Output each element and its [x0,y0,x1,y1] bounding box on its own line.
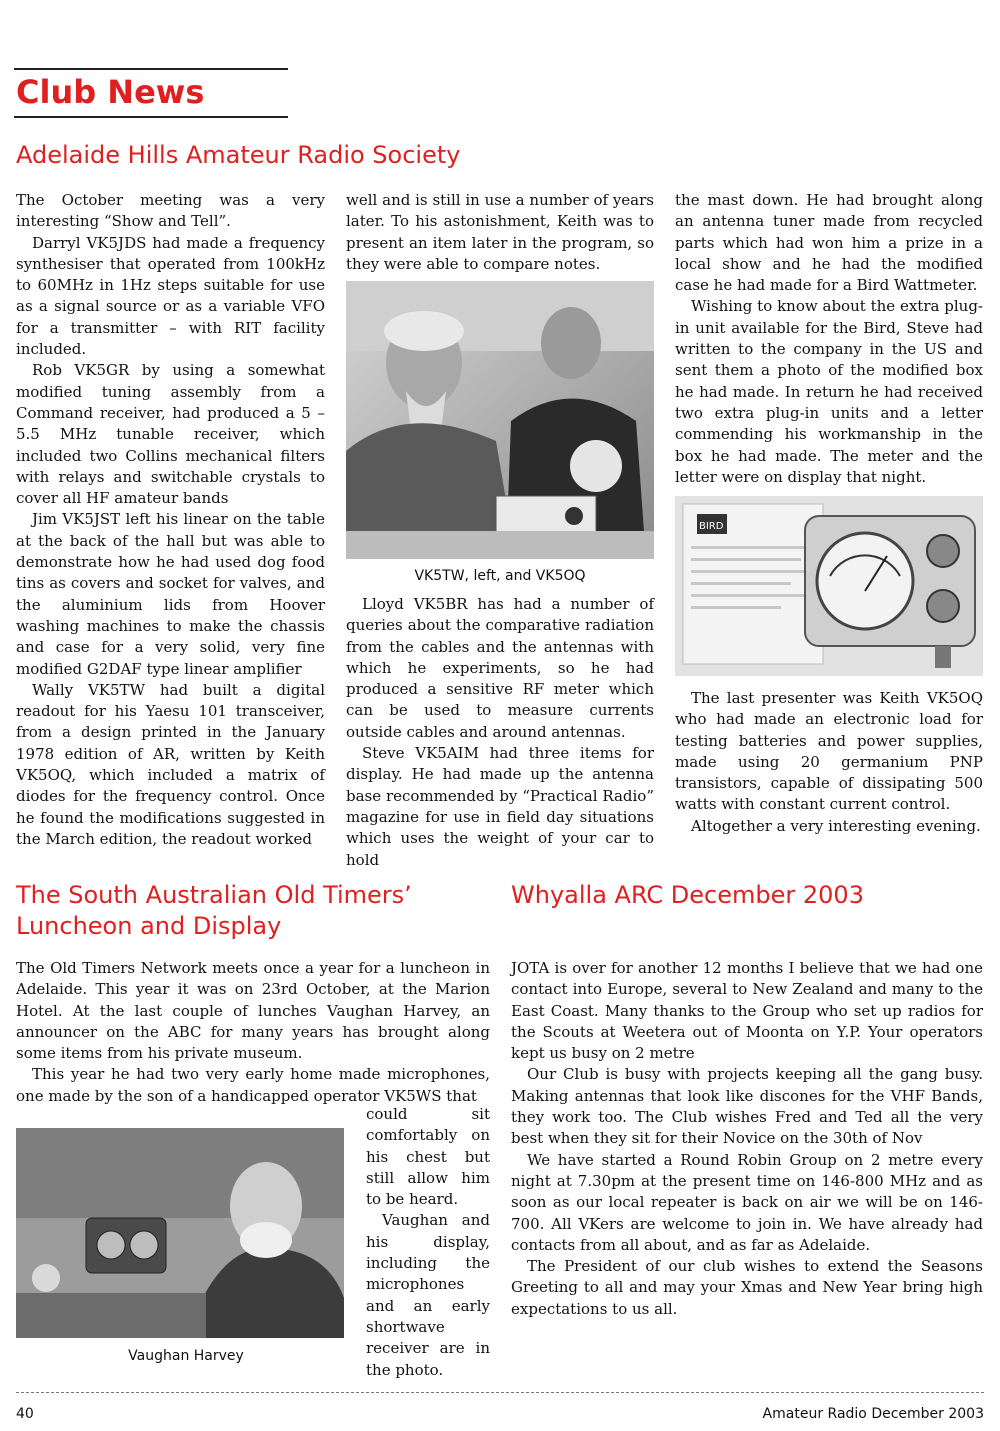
paragraph: The last presenter was Keith VK5OQ who had made an electronic load for testing batteries and power supplies, made using 20 germanium PNP transistors, capable of dissipating 500 watts with constant current control. [675,689,983,814]
article1-column-3-bottom [675,688,983,837]
paragraph: could sit comfortably on his chest but still allow him to be heard. [366,1105,490,1209]
paragraph: The President of our club wishes to extend the Seasons Greeting to all and may your Xmas and New Year bring high expectations to us all. [511,1257,983,1318]
section-label: Club News [14,68,288,118]
paragraph: Jim VK5JST left his linear on the table at the back of the hall but was able to demonstrate how he had used dog food tins as covers and socket for valves, and the aluminium lids from Hoover washing machines to make the chassis and case for a very solid, very fine modified G2DAF type linear amplifier [16,510,325,678]
paragraph: Wally VK5TW had built a digital readout for his Yaesu 101 transceiver, from a design printed in the January 1978 edition of AR, written by Keith VK5OQ, which included a matrix of diodes for the frequency control. Once he found the modifications suggested in the March edition, the readout worked [16,680,325,848]
photo-caption: VK5TW, left, and VK5OQ [414,568,586,584]
paragraph: Altogether a very interesting evening. [691,816,981,835]
article1-column-2-bottom [346,594,654,871]
paragraph: the mast down. He had brought along an antenna tuner made from recycled parts which had won him a prize in a local show and he had the modified case he had made for a Bird Wattmeter. [675,191,983,295]
wattmeter-icon [675,496,983,676]
article3-body [511,958,983,1320]
paragraph: Rob VK5GR by using a somewhat modified tuning assembly from a Command receiver, had produced a 5 – 5.5 MHz tunable receiver, which included two Collins mechanical filters with relays and switchable crystals to cover all HF amateur bands [16,361,325,508]
footer-rule [16,1392,984,1393]
article2-body [16,958,490,1107]
page-number: 40 [16,1406,34,1422]
title-line: The South Australian Old Timers’ [16,881,412,909]
paragraph: Darryl VK5JDS had made a frequency synthesiser that operated from 100kHz to 60MHz in 1Hz steps suitable for use as a signal source or as a variable VFO for a transmitter – with RIT facility included. [16,233,325,359]
article1-column-1 [16,190,325,850]
meter-logo: BIRD [699,521,724,532]
paragraph: This year he had two very early home made microphones, one made by the son of a handicapped operator VK5WS that [16,1065,490,1105]
photo-vk5tw-vk5oq [346,281,654,559]
paragraph: The Old Timers Network meets once a year for a luncheon in Adelaide. This year it was on 23rd October, at the Marion Hotel. At the last couple of lunches Vaughan Harvey, an announcer on the ABC for many years has brought along some items from his private museum. [16,959,490,1063]
article-title-adelaide-hills: Adelaide Hills Amateur Radio Society [16,141,461,169]
photo-caption: Vaughan Harvey [128,1348,244,1364]
photo-man-with-radio-icon [16,1128,344,1338]
paragraph: We have started a Round Robin Group on 2 metre every night at 7.30pm at the present time on 146-800 MHz and as soon as our local repeater is back on air we will be on 146-700. All VKers are welcome to join in. We have already had contacts from all about, and as far as Adelaide. [511,1150,983,1254]
article2-side-text [366,1104,490,1381]
article-title-old-timers [16,880,496,942]
paragraph: Steve VK5AIM had three items for display. He had made up the antenna base recommended by “Practical Radio” magazine for use in field day situations which uses the weight of your car to hold [346,744,654,869]
paragraph: JOTA is over for another 12 months I believe that we had one contact into Europe, several to New Zealand and many to the East Coast. Many thanks to the Group who set up radios for the Scouts at Weetera out of Moonta on Y.P. Your operators kept us busy on 2 metre [511,959,983,1063]
paragraph: The October meeting was a very interesting “Show and Tell”. [16,191,325,231]
paragraph: Our Club is busy with projects keeping all the gang busy. Making antennas that look like discones for the VHF Bands, they work too. The Club wishes Fred and Ted all the very best when they sit for their Novice on the 30th of Nov [511,1065,983,1148]
article1-column-3-top [675,190,983,488]
publication-title: Amateur Radio December 2003 [762,1406,984,1422]
article-title-whyalla: Whyalla ARC December 2003 [511,881,864,909]
paragraph: Lloyd VK5BR has had a number of queries about the comparative radiation from the cables and the antennas with which he experiments, so he had produced a sensitive RF meter which can be used to measure currents outside cables and around antennas. [346,595,654,741]
article1-column-2-top [346,190,654,275]
title-line: Luncheon and Display [16,912,282,940]
photo-two-men-icon [346,281,654,559]
photo-vaughan-harvey [16,1128,344,1338]
photo-bird-wattmeter [675,496,983,676]
paragraph: Vaughan and his display, including the microphones and an early shortwave receiver are in the photo. [366,1211,490,1379]
paragraph: well and is still in use a number of years later. To his astonishment, Keith was to present an item later in the program, so they were able to compare notes. [346,191,654,273]
paragraph: Wishing to know about the extra plug-in unit available for the Bird, Steve had written to the company in the US and sent them a photo of the modified box he had made. In return he had received two extra plug-in units and a letter commending his workmanship in the box he had made. The meter and the letter were on display that night. [675,297,983,486]
